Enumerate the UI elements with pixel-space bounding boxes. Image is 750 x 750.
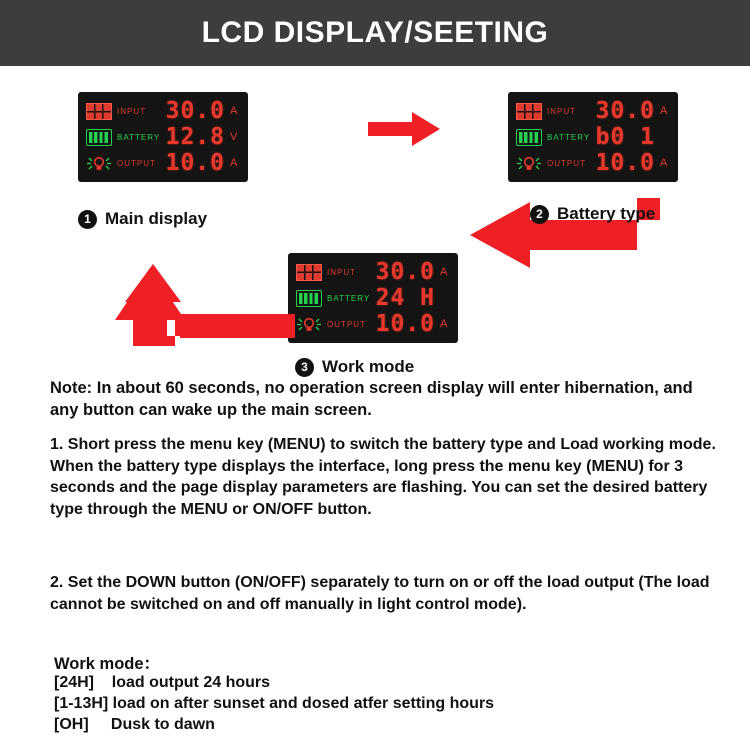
lcd-unit-input: A <box>660 105 668 117</box>
page-header <box>0 0 750 66</box>
instruction-paragraph-1: 1. Short press the menu key (MENU) to switch the battery type and Load working mode. When the battery type displays the interface, long press the menu key (MENU) for 3 seconds and the page display parameters are flashing. You can set the desired battery type through the MENU or ON/OFF button. <box>50 436 716 518</box>
lcd-label-battery: BATTERY <box>547 132 591 142</box>
battery-icon <box>296 290 322 307</box>
lcd-row-input <box>296 259 450 285</box>
lcd-row-battery <box>86 124 240 150</box>
arrow-down-left-icon <box>470 180 660 310</box>
lcd-label-output: OUTPUT <box>547 158 586 168</box>
lcd-value-output: 10.0 <box>375 310 435 337</box>
lcd-work-mode-display <box>288 253 458 343</box>
lcd-unit-output: A <box>230 157 238 169</box>
lcd-value-output: 10.0 <box>595 149 655 176</box>
bulb-icon <box>86 155 112 172</box>
lcd-label-input: INPUT <box>327 267 356 277</box>
lcd-value-battery: 12.8 <box>165 123 225 150</box>
caption-work-mode <box>295 357 414 377</box>
list-item: [OH] Dusk to dawn <box>54 716 215 734</box>
lcd-label-output: OUTPUT <box>327 319 366 329</box>
solar-panel-icon <box>296 264 322 281</box>
lcd-row-battery <box>516 124 670 150</box>
lcd-label-battery: BATTERY <box>327 293 371 303</box>
lcd-value-input: 30.0 <box>165 97 225 124</box>
battery-icon <box>516 129 542 146</box>
caption-label: Work mode <box>322 357 415 376</box>
lcd-value-battery: b0 1 <box>595 123 655 150</box>
caption-number: 1 <box>78 210 97 229</box>
lcd-value-input: 30.0 <box>375 258 435 285</box>
solar-panel-icon <box>516 103 542 120</box>
lcd-label-output: OUTPUT <box>117 158 156 168</box>
lcd-label-input: INPUT <box>547 106 576 116</box>
caption-number: 3 <box>295 358 314 377</box>
lcd-battery-type-display <box>508 92 678 182</box>
lcd-unit-output: A <box>660 157 668 169</box>
work-mode-list <box>54 672 714 735</box>
arrow-left-up-icon <box>105 262 295 352</box>
lcd-unit-input: A <box>230 105 238 117</box>
lcd-label-battery: BATTERY <box>117 132 161 142</box>
battery-icon <box>86 129 112 146</box>
caption-label: Battery type <box>557 204 656 223</box>
lcd-unit-input: A <box>440 266 448 278</box>
caption-label: Main display <box>105 209 208 228</box>
arrow-right-icon <box>368 112 440 146</box>
bulb-icon <box>516 155 542 172</box>
bulb-icon <box>296 316 322 333</box>
lcd-label-input: INPUT <box>117 106 146 116</box>
solar-panel-icon <box>86 103 112 120</box>
lcd-unit-output: A <box>440 318 448 330</box>
lcd-row-input <box>86 98 240 124</box>
page-title: LCD DISPLAY/SEETING <box>201 16 549 49</box>
lcd-row-output <box>516 150 670 176</box>
instruction-paragraph-2: 2. Set the DOWN button (ON/OFF) separately to turn on or off the load output (The load cannot be switched on and off manually in light control mode). <box>50 574 710 613</box>
caption-main-display <box>78 209 207 229</box>
lcd-unit-battery: V <box>230 131 238 143</box>
lcd-row-battery <box>296 285 450 311</box>
lcd-value-input: 30.0 <box>595 97 655 124</box>
lcd-value-battery: 24 H <box>375 284 435 311</box>
list-item: [24H] load output 24 hours <box>54 674 271 691</box>
hibernation-note: Note: In about 60 seconds, no operation screen display will enter hibernation, and any button can wake up the main screen. <box>50 379 693 419</box>
list-item: [1-13H] load on after sunset and dosed atfer setting hours <box>54 695 495 713</box>
lcd-row-input <box>516 98 670 124</box>
caption-number: 2 <box>530 205 549 224</box>
lcd-main-display <box>78 92 248 182</box>
lcd-value-output: 10.0 <box>165 149 225 176</box>
work-mode-section-title: Work mode： <box>54 655 161 673</box>
lcd-row-output <box>296 311 450 337</box>
caption-battery-type <box>530 204 655 224</box>
lcd-row-output <box>86 150 240 176</box>
